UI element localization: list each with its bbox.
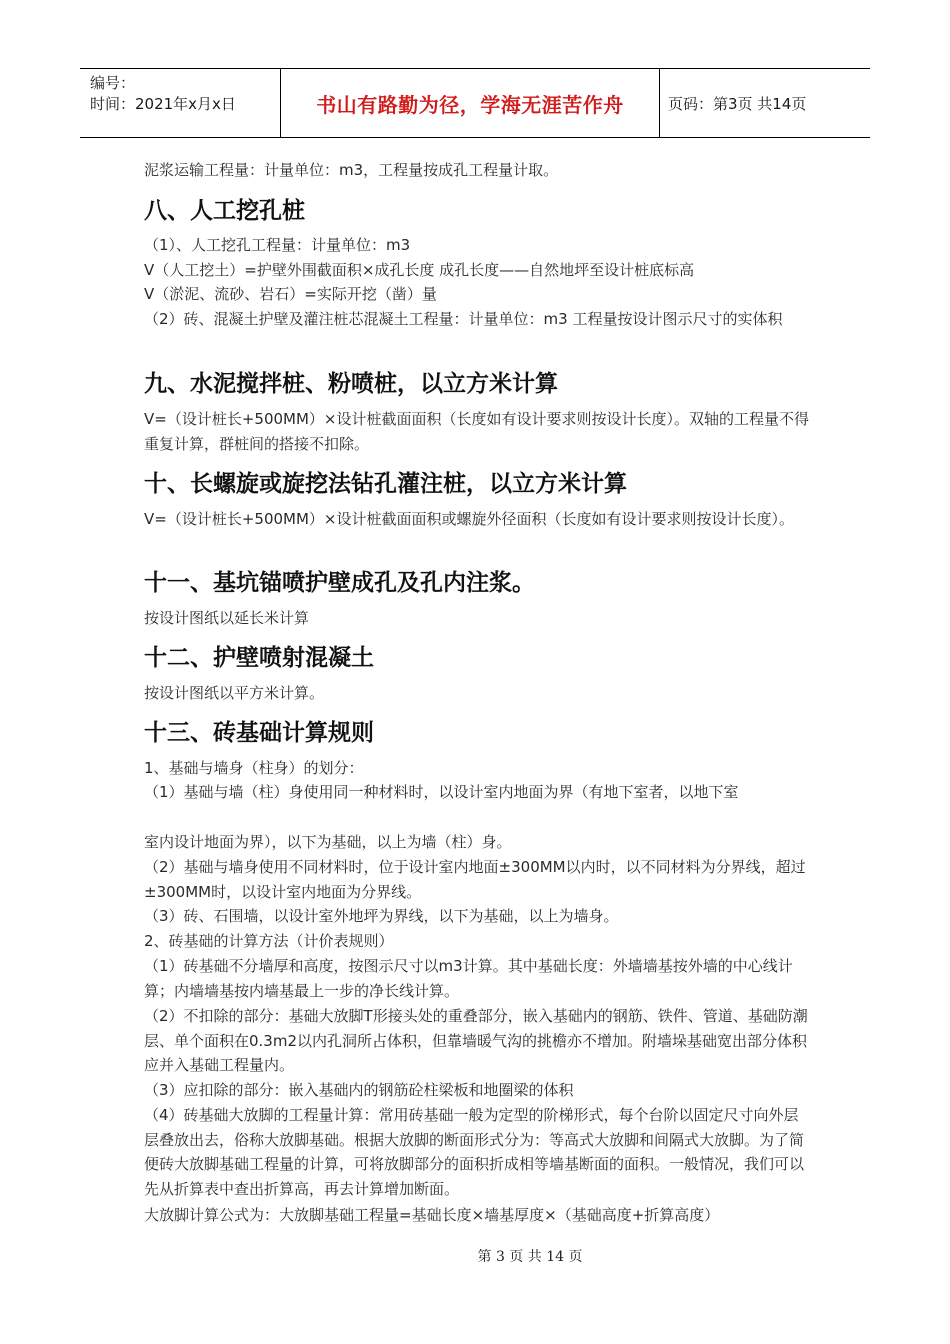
header-page-label: 页码：第3页 共14页 <box>668 94 807 113</box>
paragraph: V=（设计桩长+500MM）×设计桩截面面积（长度如有设计要求则按设计长度）。双轴的工程量不得重复计算，群桩间的搭接不扣除。 <box>144 410 809 453</box>
document-number-label: 编号： <box>90 74 136 92</box>
paragraph: V=（设计桩长+500MM）×设计桩截面面积或螺旋外径面积（长度如有设计要求则按设计长度）。 <box>144 510 794 528</box>
paragraph: 大放脚计算公式为：大放脚基础工程量=基础长度×墙基厚度×（基础高度+折算高度） <box>144 1206 720 1224</box>
paragraph: 按设计图纸以平方米计算。 <box>144 684 325 702</box>
paragraph: （3）应扣除的部分：嵌入基础内的钢筋砼柱梁板和地圈梁的体积 <box>144 1081 574 1099</box>
footer-page-number: 第 3 页 共 14 页 <box>477 1249 583 1265</box>
paragraph: V（淤泥、流砂、岩石）=实际开挖（凿）量 <box>144 285 437 303</box>
paragraph: 泥浆运输工程量：计量单位：m3，工程量按成孔工程量计取。 <box>144 161 559 179</box>
paragraph: （2）基础与墙身使用不同材料时，位于设计室内地面±300MM以内时，以不同材料为分界线，超过±300MM时，以设计室内地面为分界线。 <box>144 858 806 901</box>
header-meta <box>80 69 281 137</box>
paragraph: （1）砖基础不分墙厚和高度，按图示尺寸以m3计算。其中基础长度：外墙墙基按外墙的中心线计算；内墙墙基按内墙基最上一步的净长线计算。 <box>144 957 793 1000</box>
paragraph: （1）、人工挖孔工程量：计量单位：m3 <box>144 236 411 254</box>
paragraph: （4）砖基础大放脚的工程量计算：常用砖基础一般为定型的阶梯形式，每个台阶以固定尺寸向外层层叠放出去，俗称大放脚基础。根据大放脚的断面形式分为：等高式大放脚和间隔式大放脚。为了简便砖大放脚基础工程量的计算，可将放脚部分的面积折成相等墙基断面的面积。一般情况，我们可以先从折算表中查出折算高，再去计算增加断面。 <box>144 1106 805 1198</box>
paragraph: （1）基础与墙（柱）身使用同一种材料时，以设计室内地面为界（有地下室者，以地下室 <box>144 783 739 801</box>
paragraph: （3）砖、石围墙，以设计室外地坪为界线，以下为基础，以上为墙身。 <box>144 907 619 925</box>
paragraph: 按设计图纸以延长米计算 <box>144 609 310 627</box>
section-heading: 十、长螺旋或旋挖法钻孔灌注桩，以立方米计算 <box>144 470 627 497</box>
paragraph: （2）砖、混凝土护壁及灌注桩芯混凝土工程量：计量单位：m3 工程量按设计图示尺寸的实体积 <box>144 310 783 328</box>
paragraph: 1、基础与墙身（柱身）的划分： <box>144 759 364 777</box>
paragraph: （2）不扣除的部分：基础大放脚T形接头处的重叠部分，嵌入基础内的钢筋、铁件、管道、基础防潮层、单个面积在0.3m2以内孔洞所占体积，但靠墙暖气沟的挑檐亦不增加。附墙垛基础宽出部分体积应并入基础工程量内。 <box>144 1007 808 1074</box>
section-heading: 八、人工挖孔桩 <box>144 197 305 224</box>
paragraph: 室内设计地面为界），以下为基础，以上为墙（柱）身。 <box>144 833 512 851</box>
section-heading: 九、水泥搅拌桩、粉喷桩，以立方米计算 <box>144 370 558 397</box>
section-heading: 十三、砖基础计算规则 <box>144 719 374 746</box>
paragraph: V（人工挖土）=护壁外围截面积×成孔长度 成孔长度——自然地坪至设计桩底标高 <box>144 261 695 279</box>
page-header <box>80 68 870 138</box>
header-motto: 书山有路勤为径，学海无涯苦作舟 <box>281 69 660 137</box>
paragraph: 2、砖基础的计算方法（计价表规则） <box>144 932 394 950</box>
section-heading: 十二、护壁喷射混凝土 <box>144 644 374 671</box>
page-footer <box>0 1246 950 1266</box>
document-date-label: 时间：2021年x月x日 <box>90 95 236 113</box>
section-heading: 十一、基坑锚喷护壁成孔及孔内注浆。 <box>144 569 535 596</box>
